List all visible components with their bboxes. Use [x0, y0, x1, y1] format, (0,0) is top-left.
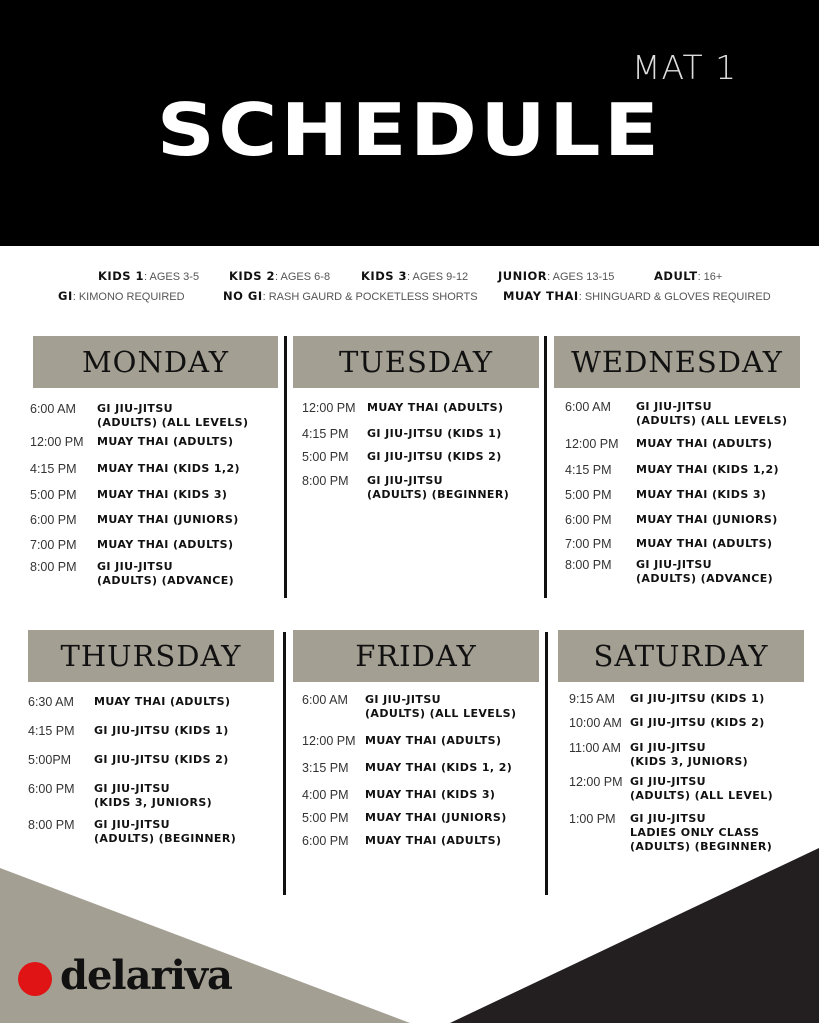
- day-header-wednesday: WEDNESDAY: [554, 336, 800, 388]
- class-time: 8:00 PM: [302, 474, 349, 488]
- class-name: (ADULTS) (ADVANCE): [636, 572, 774, 585]
- page-title: SCHEDULE: [156, 88, 663, 172]
- class-time: 10:00 AM: [569, 716, 622, 730]
- class-name: MUAY THAI (ADULTS): [365, 834, 502, 847]
- class-name: MUAY THAI (KIDS 3): [365, 788, 496, 801]
- class-name: (ADULTS) (ALL LEVELS): [636, 414, 788, 427]
- class-time: 6:00 PM: [565, 513, 612, 527]
- class-time: 8:00 PM: [28, 818, 75, 832]
- legend-kids2: KIDS 2: AGES 6-8: [229, 269, 331, 283]
- class-time: 12:00 PM: [569, 775, 623, 789]
- class-name: MUAY THAI (ADULTS): [365, 734, 502, 747]
- divider: [544, 336, 547, 598]
- class-time: 8:00 PM: [565, 558, 612, 572]
- day-header-saturday: SATURDAY: [558, 630, 804, 682]
- class-name: (ADULTS) (ADVANCE): [97, 574, 235, 587]
- class-time: 6:30 AM: [28, 695, 74, 709]
- class-name: GI JIU-JITSU: [636, 400, 712, 413]
- left-triangle: [0, 868, 410, 1023]
- legend-nogi: NO GI: RASH GAURD & POCKETLESS SHORTS: [223, 289, 478, 303]
- class-name: MUAY THAI (JUNIORS): [97, 513, 239, 526]
- class-name: (ADULTS) (ALL LEVELS): [97, 416, 249, 429]
- legend-adult: ADULT: 16+: [654, 269, 723, 283]
- class-name: GI JIU-JITSU: [630, 812, 706, 825]
- class-time: 5:00 PM: [302, 811, 349, 825]
- legend-kids1: KIDS 1: AGES 3-5: [98, 269, 200, 283]
- class-time: 1:00 PM: [569, 812, 616, 826]
- class-time: 4:15 PM: [565, 463, 612, 477]
- legend-kids3: KIDS 3: AGES 9-12: [361, 269, 469, 283]
- class-time: 5:00PM: [28, 753, 72, 767]
- class-time: 5:00 PM: [565, 488, 612, 502]
- class-time: 4:15 PM: [302, 427, 349, 441]
- class-name: MUAY THAI (ADULTS): [97, 435, 234, 448]
- class-time: 12:00 PM: [302, 734, 356, 748]
- class-name: MUAY THAI (KIDS 1,2): [97, 462, 240, 475]
- class-name: GI JIU-JITSU (KIDS 2): [630, 716, 765, 729]
- day-header-monday: MONDAY: [33, 336, 278, 388]
- divider: [284, 336, 287, 598]
- class-time: 6:00 PM: [30, 513, 77, 527]
- class-name: MUAY THAI (KIDS 3): [97, 488, 228, 501]
- class-time: 12:00 PM: [565, 437, 619, 451]
- class-time: 3:15 PM: [302, 761, 349, 775]
- class-name: MUAY THAI (ADULTS): [636, 537, 773, 550]
- class-time: 11:00 AM: [569, 741, 621, 755]
- right-triangle: [450, 848, 819, 1023]
- class-name: MUAY THAI (KIDS 3): [636, 488, 767, 501]
- day-header-tuesday: TUESDAY: [293, 336, 539, 388]
- class-time: 5:00 PM: [30, 488, 77, 502]
- class-name: GI JIU-JITSU: [636, 558, 712, 571]
- class-time: 6:00 AM: [565, 400, 611, 414]
- class-name: GI JIU-JITSU (KIDS 1): [94, 724, 229, 737]
- class-name: GI JIU-JITSU: [94, 818, 170, 831]
- class-time: 5:00 PM: [302, 450, 349, 464]
- class-name: MUAY THAI (ADULTS): [94, 695, 231, 708]
- class-name: (ADULTS) (ALL LEVELS): [365, 707, 517, 720]
- class-time: 9:15 AM: [569, 692, 615, 706]
- class-time: 4:15 PM: [30, 462, 77, 476]
- class-time: 4:15 PM: [28, 724, 75, 738]
- class-time: 7:00 PM: [565, 537, 612, 551]
- class-time: 6:00 AM: [30, 402, 76, 416]
- mat-label: MAT 1: [632, 48, 738, 87]
- class-name: (ADULTS) (BEGINNER): [367, 488, 510, 501]
- day-header-friday: FRIDAY: [293, 630, 539, 682]
- class-name: MUAY THAI (ADULTS): [97, 538, 234, 551]
- class-name: MUAY THAI (ADULTS): [367, 401, 504, 414]
- class-name: (ADULTS) (BEGINNER): [94, 832, 237, 845]
- legend-muay-thai: MUAY THAI: SHINGUARD & GLOVES REQUIRED: [503, 289, 771, 303]
- class-name: GI JIU-JITSU: [97, 560, 173, 573]
- class-name: GI JIU-JITSU (KIDS 2): [367, 450, 502, 463]
- class-name: GI JIU-JITSU (KIDS 2): [94, 753, 229, 766]
- class-name: GI JIU-JITSU (KIDS 1): [367, 427, 502, 440]
- class-name: (KIDS 3, JUNIORS): [630, 755, 749, 768]
- class-name: MUAY THAI (JUNIORS): [636, 513, 778, 526]
- class-time: 7:00 PM: [30, 538, 77, 552]
- class-time: 6:00 AM: [302, 693, 348, 707]
- logo: delariva: [60, 952, 232, 999]
- class-time: 12:00 PM: [30, 435, 84, 449]
- class-name: MUAY THAI (ADULTS): [636, 437, 773, 450]
- legend-gi: GI: KIMONO REQUIRED: [58, 289, 185, 303]
- day-header-thursday: THURSDAY: [28, 630, 274, 682]
- class-name: GI JIU-JITSU: [97, 402, 173, 415]
- class-name: GI JIU-JITSU: [365, 693, 441, 706]
- logo-dot-icon: [18, 962, 52, 996]
- class-time: 8:00 PM: [30, 560, 77, 574]
- class-time: 4:00 PM: [302, 788, 349, 802]
- class-name: GI JIU-JITSU: [94, 782, 170, 795]
- class-name: MUAY THAI (JUNIORS): [365, 811, 507, 824]
- legend-junior: JUNIOR: AGES 13-15: [498, 269, 615, 283]
- class-time: 6:00 PM: [302, 834, 349, 848]
- divider: [545, 632, 548, 895]
- class-name: GI JIU-JITSU (KIDS 1): [630, 692, 765, 705]
- class-time: 6:00 PM: [28, 782, 75, 796]
- class-name: GI JIU-JITSU: [630, 741, 706, 754]
- divider: [283, 632, 286, 895]
- class-time: 12:00 PM: [302, 401, 356, 415]
- class-name: MUAY THAI (KIDS 1,2): [636, 463, 779, 476]
- class-name: (KIDS 3, JUNIORS): [94, 796, 213, 809]
- class-name: (ADULTS) (ALL LEVEL): [630, 789, 774, 802]
- class-name: GI JIU-JITSU: [367, 474, 443, 487]
- class-name: LADIES ONLY CLASS: [630, 826, 760, 839]
- class-name: GI JIU-JITSU: [630, 775, 706, 788]
- class-name: (ADULTS) (BEGINNER): [630, 840, 773, 853]
- class-name: MUAY THAI (KIDS 1, 2): [365, 761, 513, 774]
